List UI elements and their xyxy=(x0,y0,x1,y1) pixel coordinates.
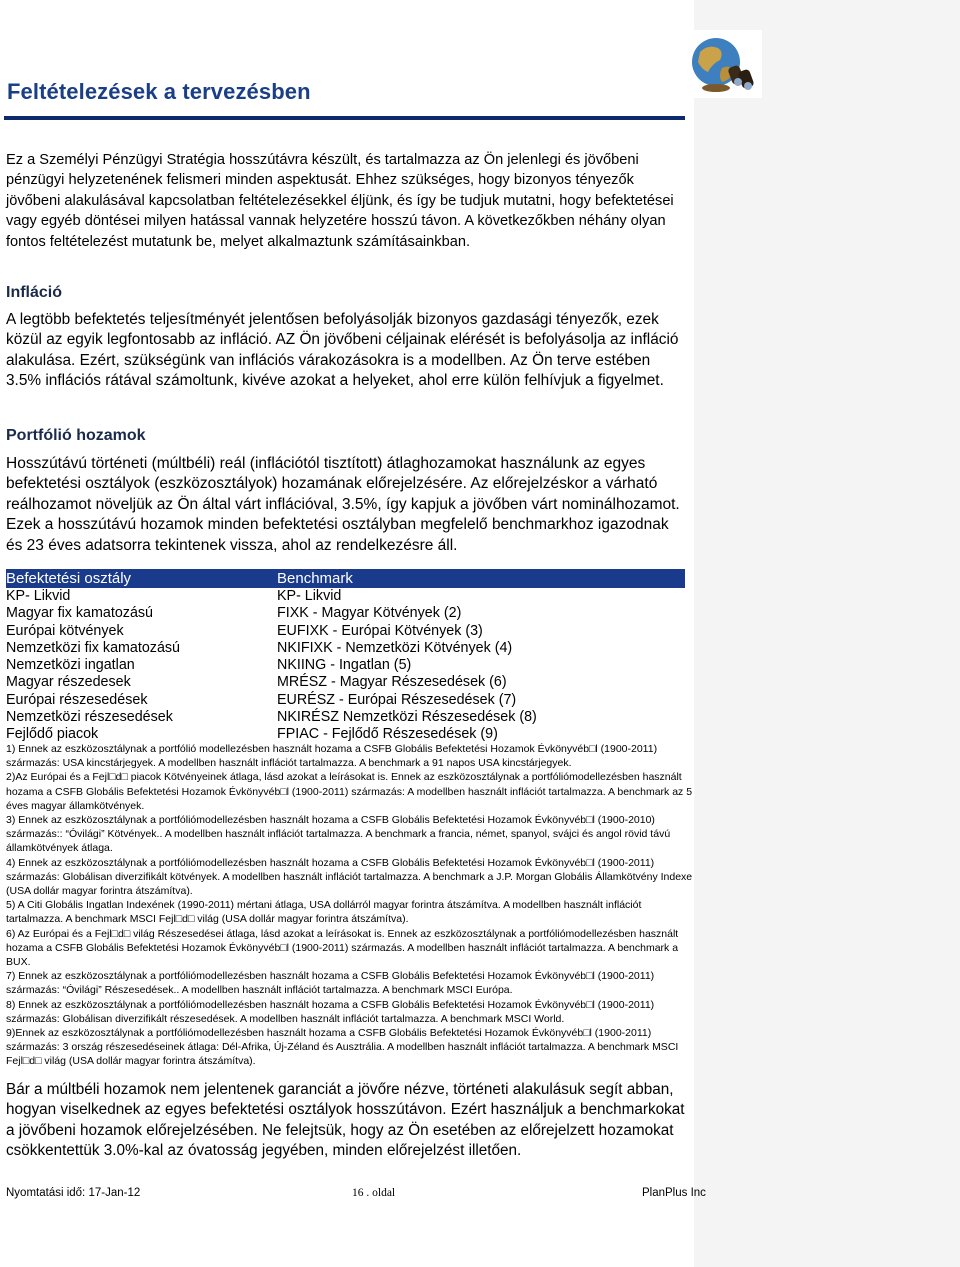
right-margin-panel xyxy=(694,0,960,1267)
asset-class-cell: Európai részesedések xyxy=(6,691,148,708)
company-name: PlanPlus Inc xyxy=(642,1187,706,1199)
table-row xyxy=(6,605,685,622)
page-number: 16 . oldal xyxy=(352,1187,396,1199)
footnote-4: 4) Ennek az eszközosztálynak a portfóliómodellezésben használt hozama a CSFB Globális Befektetési Hozamok Évkönyvéb□l (1900-2011) származás: Globálisan diverzifikált kötvények. A modellben használt inflációt tartalmazza. A benchmark a J.P. Morgan Globális Államkötvény Indexe (USA dollár magyar forintra átszámítva). xyxy=(6,856,693,898)
footnote-1: 1) Ennek az eszközosztálynak a portfólió modellezésben használt hozama a CSFB Globális Befektetési Hozamok Évkönyvéb□l (1900-2011) származás: USA kincstárjegyek. A modellben használt inflációt tartalmazza. A benchmark a 91 napos USA kincstárjegyek. xyxy=(6,743,658,770)
table-row xyxy=(6,588,685,605)
footnote-3: 3) Ennek az eszközosztálynak a portfóliómodellezésben használt hozama a CSFB Globális Befektetési Hozamok Évkönyvéb□l (1900-2010) származás:: “Óvilági” Kötvények.. A modellben használt inflációt tartalmazza. A benchmark a francia, német, spanyol, svájci és angol rövid távú államkötvények átlaga. xyxy=(6,814,671,855)
table-row xyxy=(6,657,685,674)
asset-class-cell: Európai kötvények xyxy=(6,622,124,639)
print-time: Nyomtatási idő: 17-Jan-12 xyxy=(6,1187,141,1199)
column-header-asset-class: Befektetési osztály xyxy=(6,569,277,588)
footnote-6: 6) Az Európai és a Fejl□d□ világ Részesedései átlaga, lásd azokat a leírásokat is. Ennek az eszközosztálynak a portfóliómodellezésben használt hozama a CSFB Globális Befektetési Hozamok Évkönyvéb□l (1900-2011) származás. A modellben használt inflációt tartalmazza. A benchmark a BUX. xyxy=(6,927,679,969)
inflation-paragraph: A legtöbb befektetés teljesítményét jelentősen befolyásolják bizonyos gazdasági tényezők, ezek közül az egyik legfontosabb az infláció. AZ Ön jövőbeni céljainak elérését is befolyásolja az infláció alakulása. Ezért, szükségünk van inflációs várakozásokra is a modellben. Az Ön terve estében 3.5% inflációs rátával számoltunk, kivéve azokat a helyeket, ahol erre külön felhívjuk a figyelmet. xyxy=(6,311,679,390)
benchmark-cell: MRÉSZ - Magyar Részesedések (6) xyxy=(277,674,507,691)
column-header-benchmark: Benchmark xyxy=(277,569,685,588)
footnote-9: 9)Ennek az eszközosztálynak a portfóliómodellezésben használt hozama a CSFB Globális Befektetési Hozamok Évkönyvéb□l (1900-2011) származás: 3 ország részesedéseinek átlaga: Dél-Afrika, Új-Zéland és Ausztrália. A modellben használt inflációt tartalmazza. A benchmark MSCI Fejl□d□ világ (USA dollár magyar forintra átszámítva). xyxy=(6,1027,679,1068)
globe-binoculars-icon xyxy=(682,30,762,98)
benchmark-cell: EURÉSZ - Európai Részesedések (7) xyxy=(277,691,517,708)
benchmark-cell: FIXK - Magyar Kötvények (2) xyxy=(277,605,462,622)
table-row xyxy=(6,709,685,726)
asset-class-cell: Nemzetközi részesedések xyxy=(6,709,173,726)
title-underline xyxy=(4,116,685,120)
asset-class-cell: Nemzetközi fix kamatozású xyxy=(6,639,181,656)
page-title: Feltételezések a tervezésben xyxy=(7,79,311,104)
asset-class-table xyxy=(6,569,685,744)
asset-class-cell: Magyar fix kamatozású xyxy=(6,605,153,622)
benchmark-cell: KP- Likvid xyxy=(277,588,342,604)
benchmark-cell: NKIING - Ingatlan (5) xyxy=(277,657,412,674)
footnote-5: 5) A Citi Globális Ingatlan Indexének (1990-2011) mértani átlaga, USA dollárról magyar forintra átszámítva. A modellben használt inflációt tartalmazza. A benchmark MSCI Fejl□d□ világ (USA dollár magyar forintra átszámítva). xyxy=(6,899,642,926)
asset-class-cell: KP- Likvid xyxy=(6,588,71,604)
table-row xyxy=(6,623,685,640)
benchmark-cell: NKIFIXK - Nemzetközi Kötvények (4) xyxy=(277,639,513,656)
benchmark-cell: FPIAC - Fejlődő Részesedések (9) xyxy=(277,726,498,743)
benchmark-cell: NKIRÉSZ Nemzetközi Részesedések (8) xyxy=(277,709,537,726)
footnote-8: 8) Ennek az eszközosztálynak a portfóliómodellezésben használt hozama a CSFB Globális Befektetési Hozamok Évkönyvéb□l (1900-2011) származás: Globálisan diverzifikált részesedések. A modellben használt inflációt tartalmazza. A benchmark MSCI World. xyxy=(6,998,655,1025)
table-row xyxy=(6,640,685,657)
benchmark-cell: EUFIXK - Európai Kötvények (3) xyxy=(277,622,483,639)
footnote-2: 2)Az Európai és a Fejl□d□ piacok Kötvényeinek átlaga, lásd azokat a leírásokat is. Ennek az eszközosztálynak a portfóliómodellezésben használt hozama a CSFB Globális Befektetési Hozamok Évkönyvéb□l (1900-2011) származás: A modellben használt inflációt tartalmazza. A benchmark az 5 éves magyar államkötvények. xyxy=(6,771,693,812)
table-header-row xyxy=(6,569,685,588)
inflation-heading: Infláció xyxy=(6,284,63,301)
table-row xyxy=(6,692,685,709)
table-row xyxy=(6,674,685,691)
footnotes xyxy=(6,742,696,1069)
portfolio-returns-heading: Portfólió hozamok xyxy=(6,427,146,444)
asset-class-cell: Fejlődő piacok xyxy=(6,726,99,743)
portfolio-returns-paragraph: Hosszútávú történeti (múltbéli) reál (inflációtól tisztított) átlaghozamokat használunk az egyes befektetési osztályok (eszközosztályok) hozamának előrejelzésére. Az előrejelzéskor a várható reálhozamot növeljük az Ön által várt inflációval, 3.5%, így kapjuk a jövőben várt nominálhozamot. Ezek a hosszútávú hozamok minden befektetési osztályban megfelelő benchmarkhoz igazodnak és 23 éves adatsorra tekintenek vissza, ahol az rendelkezésre áll. xyxy=(6,455,680,554)
asset-class-cell: Nemzetközi ingatlan xyxy=(6,657,135,674)
footnote-7: 7) Ennek az eszközosztálynak a portfóliómodellezésben használt hozama a CSFB Globális Befektetési Hozamok Évkönyvéb□l (1900-2011) származás: “Óvilági” Részesedések.. A modellben használt inflációt tartalmazza. A benchmark MSCI Európa. xyxy=(6,970,655,997)
asset-class-cell: Magyar részedesek xyxy=(6,674,131,691)
intro-paragraph: Ez a Személyi Pénzügyi Stratégia hosszútávra készült, és tartalmazza az Ön jelenlegi és jövőbeni pénzügyi helyzetenének felismeri minden aspektusát. Ehhez szükséges, hogy bizonyos tényezők jövőbeni alakulásával kapcsolatban feltételezésekkel éljünk, és így be tudjuk mutatni, hogy befektetései vagy egyéb döntései milyen hatással vannak helyzetére hosszú távon. A következőkben néhány olyan fontos feltételezést mutatunk be, melyet alkalmaztunk számításainkban. xyxy=(6,152,674,250)
closing-paragraph: Bár a múltbéli hozamok nem jelentenek garanciát a jövőre nézve, történeti alakulásuk segít abban, hogyan viselkednek az egyes befektetési osztályok hosszútávon. Ezért használjuk a benchmarkokat a jövőbeni hozamok előrejelzésében. Ne felejtsük, hogy az Ön esetében az előrejelzett hozamokat csökkentettük 3.0%-kal az óvatosság jegyében, minden előrejelzést illetően. xyxy=(6,1081,685,1160)
